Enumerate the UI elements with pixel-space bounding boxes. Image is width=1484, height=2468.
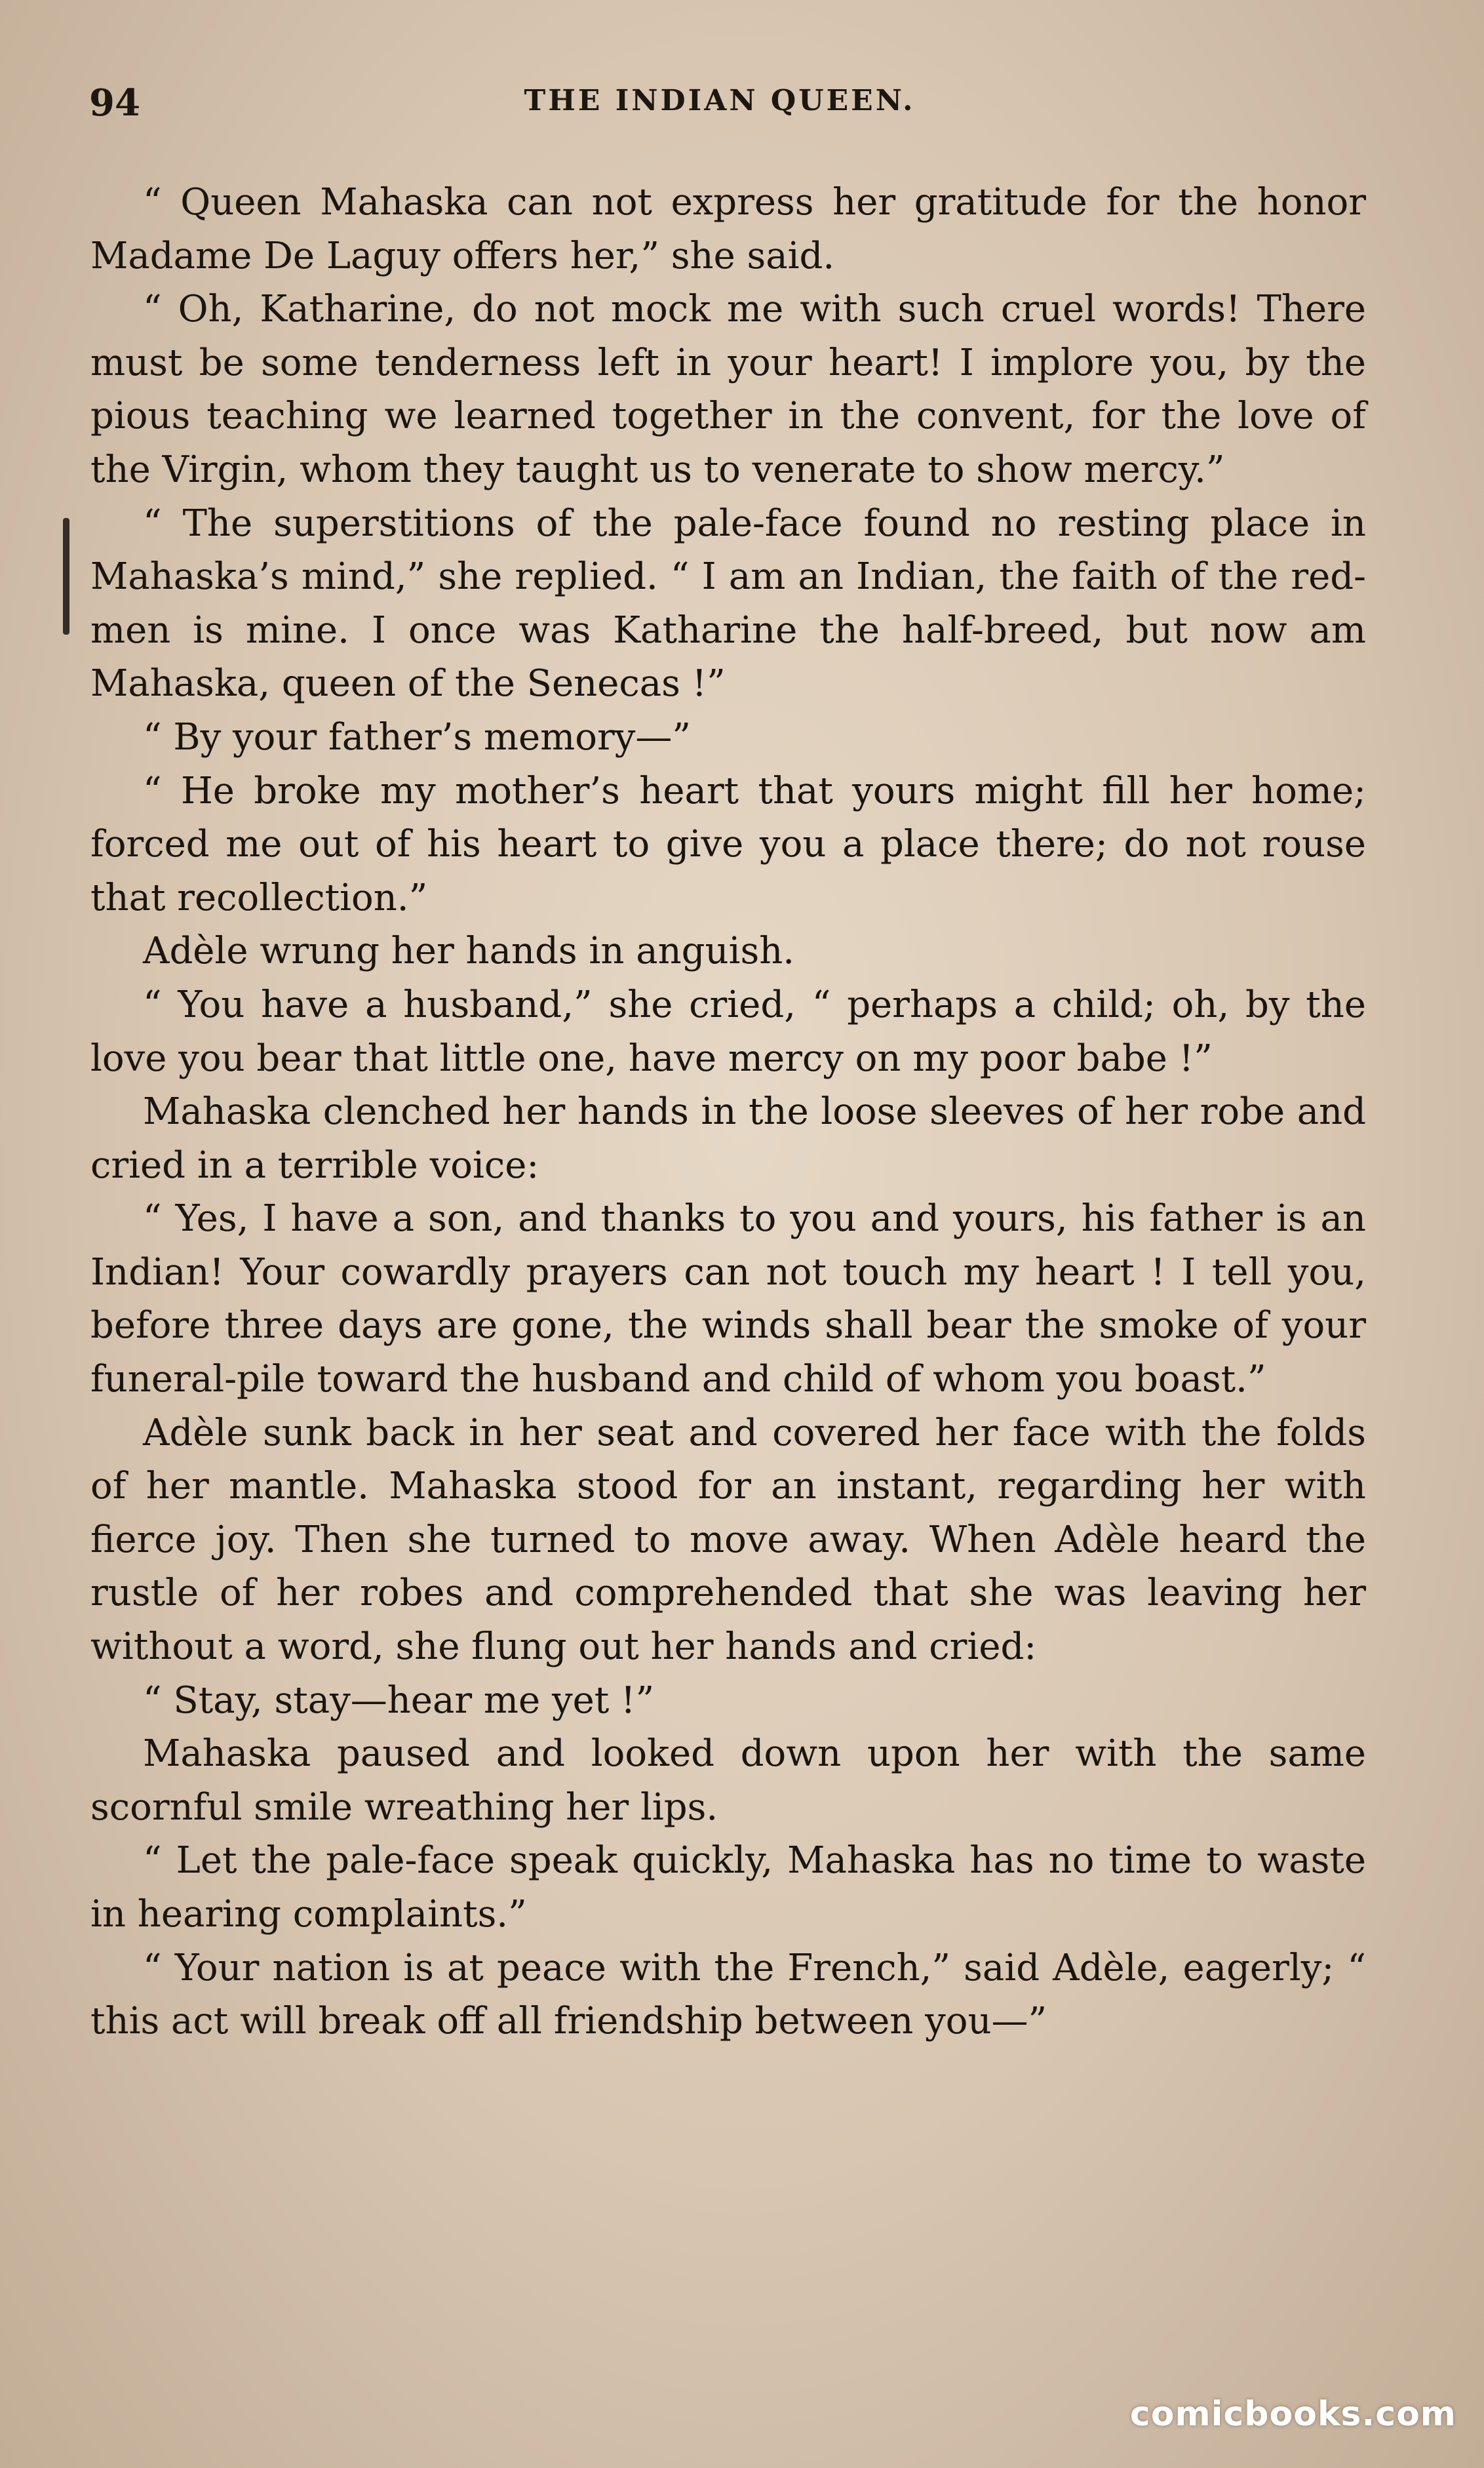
paragraph: Adèle wrung her hands in anguish.: [143, 930, 795, 973]
running-title: THE INDIAN QUEEN.: [524, 84, 916, 117]
paragraph: “ You have a husband,” she cried, “ perhaps a child; oh, by the love you bear that little one, have mercy on my poor babe !”: [90, 983, 1366, 1080]
page-number: 94: [89, 81, 140, 125]
paragraph: “ Stay, stay—hear me yet !”: [143, 1679, 655, 1722]
page-header: [77, 77, 1362, 130]
body-text: [90, 176, 1366, 2048]
paragraph: Adèle sunk back in her seat and covered her face with the folds of her mantle. Mahaska stood for an instant, regarding her with fierce joy. Then she turned to move away. When Adèle heard the rustle of her robes and comprehended that she was leaving her without a word, she flung out her hands and cried:: [90, 1411, 1366, 1669]
watermark-text: comicbooks.com: [1129, 2395, 1456, 2434]
paragraph: “ Oh, Katharine, do not mock me with such cruel words! There must be some tenderness left in your heart! I implore you, by the pious teaching we learned together in the convent, for the love of the Virgin, whom they taught us to venerate to show mercy.”: [90, 288, 1366, 491]
paragraph: Mahaska paused and looked down upon her with the same scornful smile wreathing her lips.: [90, 1732, 1366, 1829]
paragraph: “ By your father’s memory—”: [143, 715, 692, 759]
paragraph: “ The superstitions of the pale-face found no resting place in Mahaska’s mind,” she replied. “ I am an Indian, the faith of the red-men is mine. I once was Katharine the half-breed, but now am Mahaska, queen of the Senecas !”: [90, 502, 1366, 706]
paragraph: “ Queen Mahaska can not express her gratitude for the honor Madame De Laguy offers her,” she said.: [90, 181, 1366, 277]
paragraph: “ Let the pale-face speak quickly, Mahaska has no time to waste in hearing complaints.”: [90, 1839, 1366, 1936]
paragraph: “ Your nation is at peace with the French,” said Adèle, eagerly; “ this act will break off all friendship between you—”: [90, 1946, 1366, 2043]
paragraph: Mahaska clenched her hands in the loose sleeves of her robe and cried in a terrible voice:: [90, 1090, 1366, 1187]
margin-bracket-mark: [63, 518, 69, 635]
paragraph: “ Yes, I have a son, and thanks to you and yours, his father is an Indian! Your cowardly prayers can not touch my heart ! I tell you, before three days are gone, the winds shall bear the smoke of your funeral-pile toward the husband and child of whom you boast.”: [90, 1197, 1366, 1401]
paragraph: “ He broke my mother’s heart that yours might fill her home; forced me out of his heart to give you a place there; do not rouse that recollection.”: [90, 769, 1366, 919]
